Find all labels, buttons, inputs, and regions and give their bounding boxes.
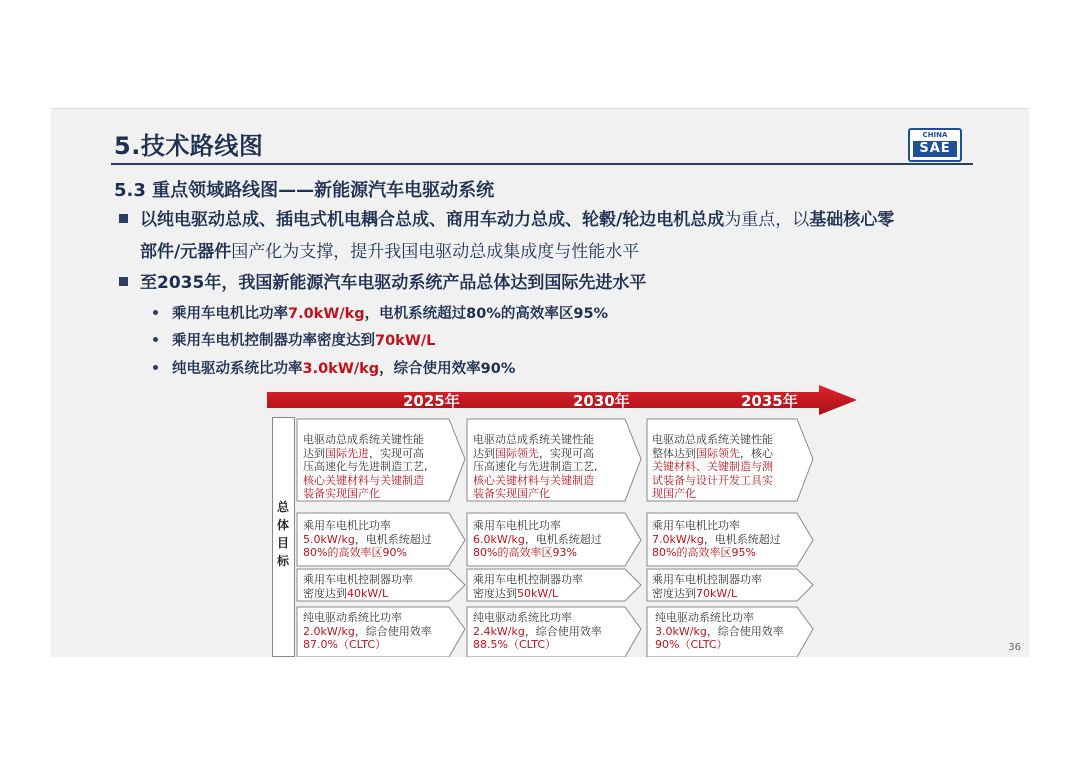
cell-highlight: 40kW/L [347,586,389,600]
cell-line: ，电机系统超过 [524,532,602,546]
cell-highlight: 2.0kW/kg [303,624,355,638]
sub-item-highlight: 7.0kW/kg [288,306,365,322]
cell-line: ，核心 [740,446,773,460]
cell-2025-overall [303,433,428,501]
cell-highlight: 国际领先 [495,446,539,460]
cell-line: 电驱动总成系统关键性能 [652,433,773,446]
year-2030: 2030年 [573,392,630,410]
sub-item-highlight: 3.0kW/kg [302,361,380,377]
cell-highlight: 现国产化 [652,487,696,500]
cell-line: 乘用车电机控制器功率 [473,573,583,586]
cell-highlight: 核心关键材料与关键制造 [303,473,424,487]
cell-line: 达到 [303,446,325,460]
cell-line: ，综合使用效率 [524,624,602,638]
cell-line: 压高速化与先进制造工艺, [303,460,428,473]
cell-2025-motor [303,519,432,560]
cell-line: ，实现可高 [369,446,424,460]
cell-line: 纯电驱动系统比功率 [655,611,754,624]
cell-highlight: 国际领先 [696,446,740,460]
cell-line: 乘用车电机比功率 [303,519,391,532]
cell-line: ，电机系统超过 [354,532,432,546]
bullet-focus-bold-c: 部件/元器件 [140,242,232,262]
cell-highlight: 核心关键材料与关键制造 [473,473,594,487]
cell-highlight: 50kW/L [517,586,559,600]
bullet-focus-bold-a: 以纯电驱动总成、插电式机电耦合总成、商用车动力总成、轮毂/轮边电机总成 [140,210,725,230]
cell-line: 乘用车电机比功率 [473,519,561,532]
cell-line: 纯电驱动系统比功率 [303,611,402,624]
side-label-text: 总体目标 [276,500,289,568]
logo-text-bottom: SAE [913,141,957,157]
cell-line: ，实现可高 [539,446,594,460]
cell-highlight: 试装备与设计开发工具实 [652,473,773,487]
cell-2030-motor [473,519,602,560]
cell-highlight: 6.0kW/kg [473,532,525,546]
cell-highlight: 87.0%（CLTC） [303,638,386,651]
slide [51,108,1029,657]
cell-2025-system [303,611,432,652]
cell-line: 乘用车电机控制器功率 [652,573,762,586]
cell-highlight: 国际先进 [325,446,369,460]
year-2025: 2025年 [403,392,460,410]
cell-line: 密度达到 [303,586,347,600]
cell-highlight: 2.4kW/kg [473,624,525,638]
sub-item-text: 乘用车电机控制器功率密度达到 [172,333,375,349]
cell-highlight: 80%的高效率区95% [652,546,756,559]
cell-line: ，综合使用效率 [354,624,432,638]
cell-line: 乘用车电机比功率 [652,519,740,532]
bullet-focus-bold-b: 基础核心零 [809,210,895,230]
section-subtitle: 5.3 重点领域路线图——新能源汽车电驱动系统 [114,180,495,201]
cell-highlight: 88.5%（CLTC） [473,638,556,651]
cell-2035-motor [652,519,781,560]
page-number: 36 [1008,642,1021,653]
bullet-focus-text-b: 国产化为支撑，提升我国电驱动总成集成度与性能水平 [231,242,640,262]
cell-2035-overall [652,433,773,501]
cell-highlight: 3.0kW/kg [655,624,707,638]
logo-text-top: CHINA [922,131,948,139]
cell-highlight: 70kW/L [696,586,738,600]
cell-highlight: 80%的高效率区90% [303,546,407,559]
cell-highlight: 装备实现国产化 [473,487,550,500]
cell-line: 乘用车电机控制器功率 [303,573,413,586]
cell-line: 纯电驱动系统比功率 [473,611,572,624]
cell-highlight: 关键材料、关键制造与测 [652,460,773,473]
cell-line: 达到 [473,446,495,460]
sub-item-text: 乘用车电机比功率 [172,306,288,322]
bullet-2035-text: 至2035年，我国新能源汽车电驱动系统产品总体达到国际先进水平 [140,273,647,293]
cell-highlight: 7.0kW/kg [652,532,704,546]
cell-2030-controller [473,573,583,600]
cell-highlight: 5.0kW/kg [303,532,355,546]
cell-2030-overall [473,433,598,501]
cell-2030-system [473,611,602,652]
sub-item-text: ，综合使用效率90% [379,361,516,377]
sub-item-text: ，电机系统超过80%的高效率区95% [364,306,609,322]
cell-line: 密度达到 [652,586,696,600]
cell-highlight: 80%的高效率区93% [473,546,577,559]
cell-line: ，电机系统超过 [703,532,781,546]
sub-item-text: 纯电驱动系统比功率 [172,361,303,377]
cell-line: 电驱动总成系统关键性能 [473,433,594,446]
year-2035: 2035年 [741,392,798,410]
bullet-focus-text-a: 为重点，以 [724,210,810,230]
cell-line: 整体达到 [652,446,696,460]
cell-2035-system [655,611,784,652]
cell-2035-controller [652,573,762,600]
cell-line: 压高速化与先进制造工艺, [473,460,598,473]
cell-line: 密度达到 [473,586,517,600]
cell-2025-controller [303,573,413,600]
cell-line: 电驱动总成系统关键性能 [303,433,424,446]
slide-title: 5.技术路线图 [114,132,264,160]
cell-highlight: 装备实现国产化 [303,487,380,500]
cell-highlight: 90%（CLTC） [655,638,728,651]
cell-line: ，综合使用效率 [706,624,784,638]
sub-item-highlight: 70kW/L [375,333,436,349]
